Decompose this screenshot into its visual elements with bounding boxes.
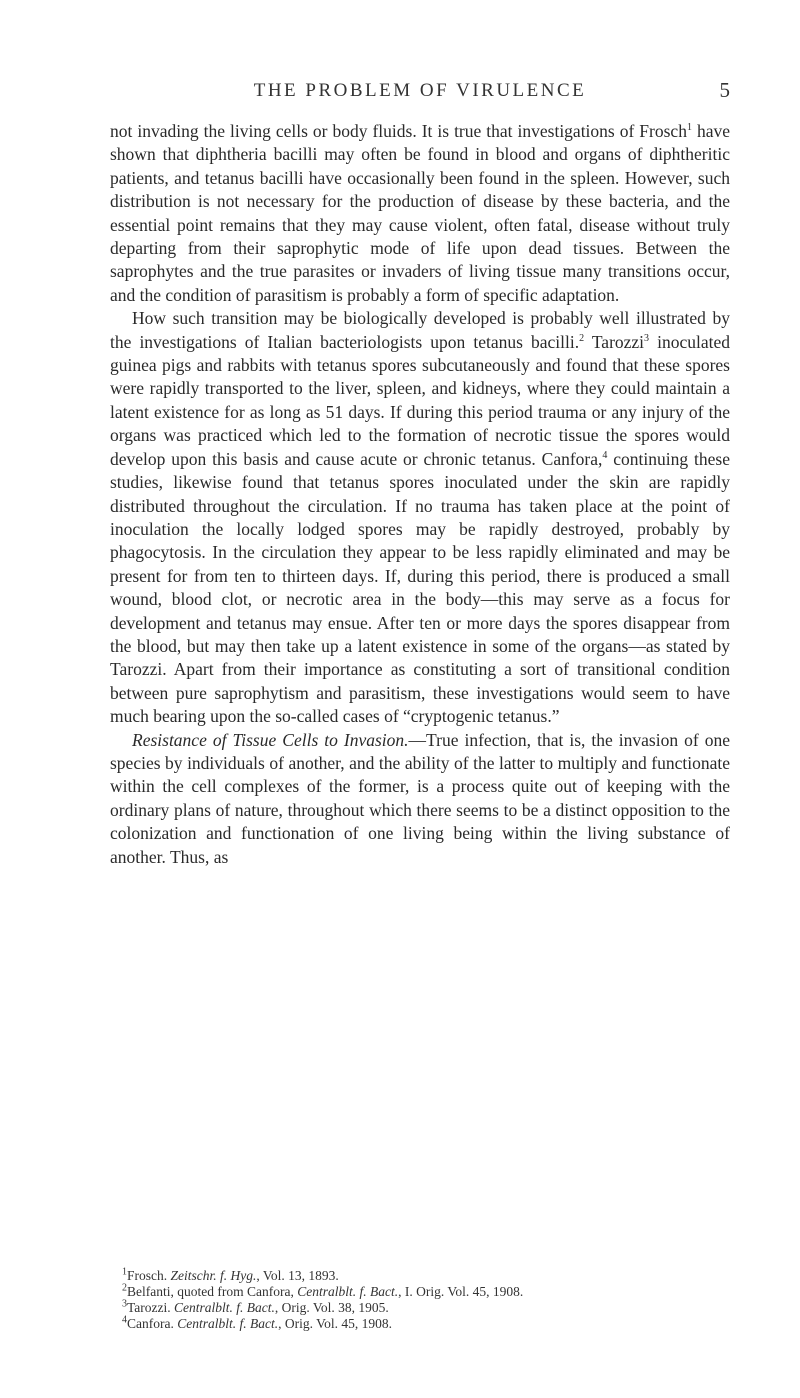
footnote-journal: Centralblt. f. Bact. (177, 1316, 279, 1331)
footnote-1 (110, 1268, 730, 1284)
footnote-author: Tarozzi. (127, 1300, 175, 1315)
footnote-details: , Orig. Vol. 45, 1908. (278, 1316, 392, 1331)
paragraph-2-text-b: Tarozzi (584, 331, 645, 352)
footnote-journal: Centralblt. f. Bact. (297, 1284, 399, 1299)
body-text (110, 120, 730, 869)
footnote-4 (110, 1316, 730, 1332)
page-number: 5 (719, 78, 730, 102)
footnotes (110, 1268, 730, 1332)
footnote-details: , I. Orig. Vol. 45, 1908. (398, 1284, 524, 1299)
paragraph-1-text-b: have shown that diphtheria bacilli may often be found in blood and organs of diphtheritic patients, and tetanus bacilli have occasionally been found in the spleen. However, such distribution is not necessary for the production of disease by these bacteria, and the essential point remains that they may cause violent, often fatal, disease without truly departing from their saprophytic mode of life upon dead tissues. Between the saprophytes and the true parasites or invaders of living tissue many transitions occur, and the condition of parasitism is probably a form of specific adaptation. (110, 121, 730, 305)
page-header (110, 80, 730, 108)
footnote-2 (110, 1284, 730, 1300)
paragraph-1 (110, 120, 730, 307)
paragraph-2 (110, 307, 730, 728)
footnote-number: 4 (122, 1314, 127, 1326)
footnote-ref-4: 4 (602, 449, 608, 461)
paragraph-2-text-d: continuing these studies, likewise found that tetanus spores inoculated under the skin are rapidly distributed throughout the circulation. If no trauma has taken place at the point of inoculation the locally lodged spores may be rapidly destroyed, probably by phagocytosis. In the circulation they appear to be less rapidly eliminated and may be present for from ten to thirteen days. If, during this period, there is produced a small wound, blood clot, or necrotic area in the body—this may serve as a focus for development and tetanus may ensue. After ten or more days the spores disappear from the blood, but may then take up a latent existence in some of the organs—as stated by Tarozzi. Apart from their importance as constituting a sort of transitional condition between pure saprophytism and parasitism, these investigations would seem to have much bearing upon the so-called cases of “cryptogenic tetanus.” (110, 448, 730, 727)
paragraph-2-text-c: inoculated guinea pigs and rabbits with tetanus spores subcutaneously and found that these spores were rapidly transported to the liver, spleen, and kidneys, where they could maintain a latent existence for as long as 51 days. If during this period trauma or any injury of the organs was practiced which led to the formation of necrotic tissue the spores would develop upon this basis and cause acute or chronic tetanus. Canfora, (110, 331, 731, 469)
footnote-journal: Centralblt. f. Bact. (174, 1300, 275, 1315)
paragraph-2-text-a: How such transition may be biologically developed is probably well illustrated by the investigations of Italian bacteriologists upon tetanus bacilli. (110, 308, 730, 352)
footnote-details: , Orig. Vol. 38, 1905. (274, 1300, 389, 1315)
paragraph-1-text-a: not invading the living cells or body fluids. It is true that investigations of Frosch (110, 121, 687, 141)
paragraph-3-text: —True infection, that is, the invasion of one species by individuals of another, and the ability of the latter to multiply and functionate within the cell complexes of the former, is a process quite out of keeping with the ordinary plans of nature, throughout which there seems to be a distinct opposition to the colonization and functionation of one living being within the living substance of another. Thus, as (110, 729, 730, 867)
running-title: THE PROBLEM OF VIRULENCE (253, 80, 587, 101)
paragraph-3 (110, 729, 730, 869)
footnote-author: Belfanti, quoted from Canfora, (127, 1284, 298, 1299)
section-title: Resistance of Tissue Cells to Invasion. (132, 729, 409, 750)
footnote-ref-1: 1 (686, 122, 692, 134)
footnote-number: 2 (122, 1282, 127, 1294)
footnote-number: 1 (122, 1266, 127, 1278)
footnote-author: Frosch. (127, 1268, 171, 1283)
footnote-3 (110, 1300, 730, 1316)
footnote-number: 3 (122, 1298, 127, 1310)
footnote-ref-2: 2 (579, 332, 585, 344)
footnote-journal: Zeitschr. f. Hyg. (170, 1268, 257, 1283)
footnote-details: , Vol. 13, 1893. (256, 1268, 339, 1283)
footnote-ref-3: 3 (644, 332, 650, 344)
footnote-author: Canfora. (127, 1316, 178, 1331)
